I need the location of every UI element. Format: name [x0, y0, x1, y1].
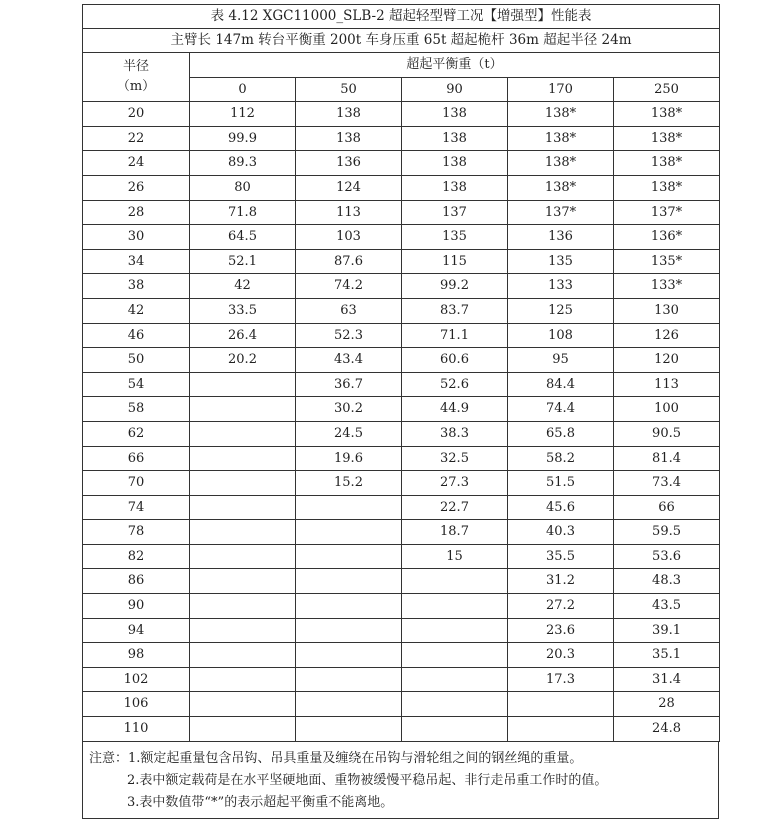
load-cell: 71.1 [402, 323, 508, 348]
load-cell: 138 [296, 126, 402, 151]
radius-cell: 30 [83, 225, 190, 250]
load-cell [296, 569, 402, 594]
note-line: 2.表中额定载荷是在水平坚硬地面、重物被缓慢平稳吊起、非行走吊重工作时的值。 [127, 772, 608, 788]
radius-cell: 22 [83, 126, 190, 151]
load-cell: 48.3 [614, 569, 720, 594]
table-row [83, 667, 720, 692]
load-cell [190, 544, 296, 569]
load-cell: 90.5 [614, 421, 720, 446]
table-row [83, 471, 720, 496]
load-cell: 120 [614, 348, 720, 373]
load-cell: 99.2 [402, 274, 508, 299]
load-cell: 52.1 [190, 249, 296, 274]
load-cell: 40.3 [508, 520, 614, 545]
load-cell [296, 618, 402, 643]
radius-cell: 50 [83, 348, 190, 373]
table-row [83, 692, 720, 717]
radius-cell: 94 [83, 618, 190, 643]
load-cell [190, 643, 296, 668]
load-cell: 18.7 [402, 520, 508, 545]
load-cell: 38.3 [402, 421, 508, 446]
load-cell: 52.6 [402, 372, 508, 397]
load-cell: 33.5 [190, 298, 296, 323]
load-cell: 113 [614, 372, 720, 397]
load-cell: 136 [296, 151, 402, 176]
radius-cell: 98 [83, 643, 190, 668]
load-cell: 124 [296, 175, 402, 200]
table-row [83, 397, 720, 422]
load-cell: 36.7 [296, 372, 402, 397]
load-cell [296, 495, 402, 520]
load-cell: 58.2 [508, 446, 614, 471]
load-cell [402, 618, 508, 643]
table-row [83, 421, 720, 446]
load-cell: 20.2 [190, 348, 296, 373]
table-row [83, 569, 720, 594]
radius-cell: 102 [83, 667, 190, 692]
load-cell [296, 667, 402, 692]
radius-cell: 74 [83, 495, 190, 520]
load-cell: 137* [508, 200, 614, 225]
performance-table-document [82, 4, 719, 819]
load-cell [296, 643, 402, 668]
table-row [83, 520, 720, 545]
load-cell: 60.6 [402, 348, 508, 373]
load-cell [190, 372, 296, 397]
load-cell: 71.8 [190, 200, 296, 225]
radius-cell: 46 [83, 323, 190, 348]
table-row [83, 348, 720, 373]
performance-table [82, 4, 720, 742]
note-line: 注意：1.额定起重量包含吊钩、吊具重量及缠绕在吊钩与滑轮组之间的钢丝绳的重量。 [89, 750, 583, 766]
table-row [83, 323, 720, 348]
table-row [83, 495, 720, 520]
table-row [83, 298, 720, 323]
load-cell: 138* [508, 151, 614, 176]
counterweight-col-header: 0 [190, 77, 296, 102]
load-cell: 20.3 [508, 643, 614, 668]
counterweight-header: 超起平衡重（t） [190, 53, 720, 78]
radius-cell: 26 [83, 175, 190, 200]
load-cell: 15.2 [296, 471, 402, 496]
load-cell: 112 [190, 102, 296, 127]
table-row [83, 544, 720, 569]
load-cell [508, 692, 614, 717]
load-cell: 87.6 [296, 249, 402, 274]
load-cell: 52.3 [296, 323, 402, 348]
load-cell: 136* [614, 225, 720, 250]
load-cell: 95 [508, 348, 614, 373]
radius-cell: 90 [83, 594, 190, 619]
load-cell: 42 [190, 274, 296, 299]
load-cell: 84.4 [508, 372, 614, 397]
table-row [83, 249, 720, 274]
load-cell [190, 495, 296, 520]
radius-cell: 62 [83, 421, 190, 446]
table-row [83, 225, 720, 250]
load-cell: 138 [402, 175, 508, 200]
load-cell [190, 421, 296, 446]
load-cell: 83.7 [402, 298, 508, 323]
table-row [83, 102, 720, 127]
load-cell: 138* [614, 175, 720, 200]
load-cell: 74.2 [296, 274, 402, 299]
load-cell [508, 717, 614, 742]
load-cell: 138* [508, 102, 614, 127]
load-cell: 115 [402, 249, 508, 274]
radius-cell: 28 [83, 200, 190, 225]
load-cell: 28 [614, 692, 720, 717]
radius-cell: 58 [83, 397, 190, 422]
radius-cell: 78 [83, 520, 190, 545]
counterweight-col-header: 90 [402, 77, 508, 102]
load-cell: 44.9 [402, 397, 508, 422]
load-cell: 138* [614, 151, 720, 176]
load-cell: 89.3 [190, 151, 296, 176]
radius-cell: 24 [83, 151, 190, 176]
load-cell: 138* [508, 126, 614, 151]
load-cell: 31.2 [508, 569, 614, 594]
load-cell: 100 [614, 397, 720, 422]
radius-unit: （m） [116, 79, 156, 95]
table-row [83, 643, 720, 668]
load-cell [190, 397, 296, 422]
counterweight-col-header: 50 [296, 77, 402, 102]
load-cell: 17.3 [508, 667, 614, 692]
radius-cell: 66 [83, 446, 190, 471]
table-title: 表 4.12 XGC11000_SLB-2 超起轻型臂工况【增强型】性能表 [83, 5, 720, 29]
load-cell [190, 692, 296, 717]
load-cell [190, 569, 296, 594]
load-cell [402, 692, 508, 717]
note-line: 3.表中数值带“*”的表示超起平衡重不能离地。 [127, 794, 394, 810]
load-cell: 135* [614, 249, 720, 274]
load-cell: 39.1 [614, 618, 720, 643]
load-cell: 133* [614, 274, 720, 299]
load-cell: 108 [508, 323, 614, 348]
load-cell [402, 569, 508, 594]
table-row [83, 446, 720, 471]
load-cell: 24.5 [296, 421, 402, 446]
load-cell [296, 520, 402, 545]
load-cell [402, 594, 508, 619]
load-cell: 64.5 [190, 225, 296, 250]
load-cell: 65.8 [508, 421, 614, 446]
load-cell: 138 [402, 151, 508, 176]
load-cell [190, 471, 296, 496]
load-cell: 135 [508, 249, 614, 274]
load-cell: 138 [402, 126, 508, 151]
load-cell: 103 [296, 225, 402, 250]
load-cell [190, 618, 296, 643]
load-cell [190, 594, 296, 619]
load-cell [402, 717, 508, 742]
load-cell: 15 [402, 544, 508, 569]
table-row [83, 594, 720, 619]
load-cell: 66 [614, 495, 720, 520]
load-cell [190, 717, 296, 742]
table-row [83, 151, 720, 176]
radius-label: 半径 [122, 59, 149, 75]
radius-cell: 42 [83, 298, 190, 323]
load-cell [296, 692, 402, 717]
table-row [83, 126, 720, 151]
load-cell: 63 [296, 298, 402, 323]
load-cell: 43.4 [296, 348, 402, 373]
counterweight-col-header: 250 [614, 77, 720, 102]
load-cell [296, 717, 402, 742]
load-cell: 99.9 [190, 126, 296, 151]
load-cell: 22.7 [402, 495, 508, 520]
load-cell: 138* [508, 175, 614, 200]
counterweight-col-header: 170 [508, 77, 614, 102]
radius-cell: 106 [83, 692, 190, 717]
load-cell: 53.6 [614, 544, 720, 569]
load-cell: 130 [614, 298, 720, 323]
load-cell: 27.3 [402, 471, 508, 496]
load-cell: 133 [508, 274, 614, 299]
load-cell [190, 446, 296, 471]
load-cell: 26.4 [190, 323, 296, 348]
load-cell: 135 [402, 225, 508, 250]
load-cell: 24.8 [614, 717, 720, 742]
load-cell: 35.1 [614, 643, 720, 668]
table-subtitle: 主臂长 147m 转台平衡重 200t 车身压重 65t 超起桅杆 36m 超起半径 24m [83, 29, 720, 53]
load-cell: 138* [614, 126, 720, 151]
radius-cell: 110 [83, 717, 190, 742]
load-cell: 137 [402, 200, 508, 225]
radius-cell: 38 [83, 274, 190, 299]
load-cell [190, 520, 296, 545]
load-cell: 138* [614, 102, 720, 127]
radius-cell: 54 [83, 372, 190, 397]
load-cell: 74.4 [508, 397, 614, 422]
radius-cell: 70 [83, 471, 190, 496]
table-row [83, 372, 720, 397]
table-row [83, 274, 720, 299]
load-cell: 19.6 [296, 446, 402, 471]
notes-section [82, 742, 719, 819]
load-cell: 23.6 [508, 618, 614, 643]
table-row [83, 175, 720, 200]
load-cell: 73.4 [614, 471, 720, 496]
table-row [83, 200, 720, 225]
radius-cell: 34 [83, 249, 190, 274]
load-cell: 32.5 [402, 446, 508, 471]
load-cell: 27.2 [508, 594, 614, 619]
load-cell: 35.5 [508, 544, 614, 569]
load-cell: 81.4 [614, 446, 720, 471]
load-cell: 31.4 [614, 667, 720, 692]
radius-cell: 82 [83, 544, 190, 569]
load-cell: 113 [296, 200, 402, 225]
load-cell: 138 [402, 102, 508, 127]
load-cell: 126 [614, 323, 720, 348]
load-cell: 59.5 [614, 520, 720, 545]
load-cell: 30.2 [296, 397, 402, 422]
load-cell: 43.5 [614, 594, 720, 619]
table-row [83, 618, 720, 643]
radius-cell: 86 [83, 569, 190, 594]
radius-header [83, 53, 190, 102]
radius-cell: 20 [83, 102, 190, 127]
load-cell: 136 [508, 225, 614, 250]
load-cell [402, 667, 508, 692]
load-cell: 138 [296, 102, 402, 127]
load-cell [296, 594, 402, 619]
table-row [83, 717, 720, 742]
load-cell: 51.5 [508, 471, 614, 496]
load-cell: 125 [508, 298, 614, 323]
load-cell: 80 [190, 175, 296, 200]
load-cell [190, 667, 296, 692]
load-cell: 137* [614, 200, 720, 225]
load-cell [296, 544, 402, 569]
load-cell: 45.6 [508, 495, 614, 520]
load-cell [402, 643, 508, 668]
